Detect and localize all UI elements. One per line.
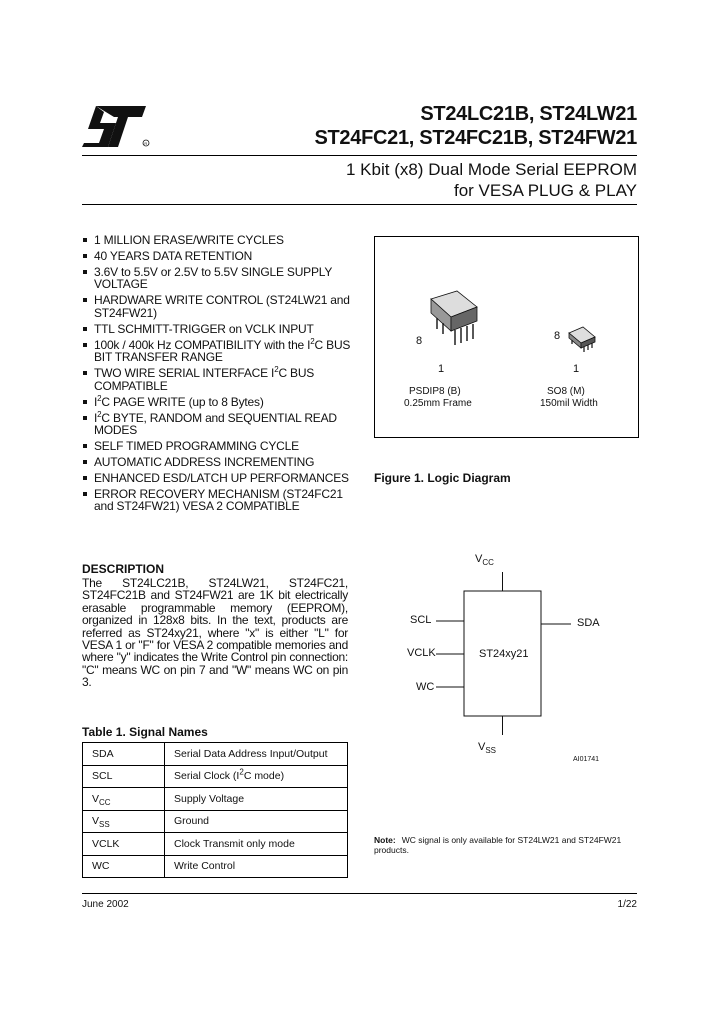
feature-item: 3.6V to 5.5V or 2.5V to 5.5V SINGLE SUPPLY VOLTAGE [82, 266, 354, 291]
figure-note: Note: WC signal is only available for ST24LW21 and ST24FW21 products. [374, 835, 622, 855]
figure1-caption: Figure 1. Logic Diagram [374, 471, 511, 485]
so8-pin-8-label: 8 [554, 330, 561, 342]
feature-item: 1 MILLION ERASE/WRITE CYCLES [82, 234, 354, 247]
chip-name: ST24xy21 [479, 648, 529, 660]
scl-pin-label: SCL [410, 614, 432, 626]
vcc-label: $V_{CC}$ [475, 553, 494, 568]
feature-item: 100k / 400k Hz COMPATIBILITY with the $I^2C$ BUS BIT TRANSFER RANGE [82, 339, 354, 364]
footer-rule [82, 893, 637, 894]
dip-pin-8-label: 8 [416, 335, 423, 347]
figure-ref: AI01741 [573, 756, 600, 763]
so8-width: 150mil Width [540, 398, 598, 409]
dip-package-name: PSDIP8 (B) [409, 386, 461, 397]
table-row: SDA Serial Data Address Input/Output [83, 743, 348, 766]
table-row: $V_{CC}$ Supply Voltage [83, 788, 348, 811]
description-heading: DESCRIPTION [82, 562, 165, 576]
st-logo [82, 103, 152, 151]
feature-item: AUTOMATIC ADDRESS INCREMENTING [82, 456, 354, 469]
subtitle-line-2: for VESA PLUG & PLAY [454, 181, 637, 200]
feature-item: TTL SCHMITT-TRIGGER on VCLK INPUT [82, 323, 354, 336]
vss-label: $V_{SS}$ [478, 741, 497, 756]
footer-date: June 2002 [82, 899, 129, 910]
title-line-1: ST24LC21B, ST24LW21 [420, 103, 637, 125]
sda-pin-label: SDA [577, 617, 600, 629]
table-row: $V_{SS}$ Ground [83, 810, 348, 833]
feature-item: SELF TIMED PROGRAMMING CYCLE [82, 440, 354, 453]
table-row: SCL Serial Clock ($I^2C$ mode) [83, 765, 348, 788]
dip-frame: 0.25mm Frame [404, 398, 472, 409]
feature-item: $I^2C$ BYTE, RANDOM and SEQUENTIAL READ MODES [82, 412, 354, 437]
feature-item: 40 YEARS DATA RETENTION [82, 250, 354, 263]
feature-item: TWO WIRE SERIAL INTERFACE $I^2C$ BUS COMPATIBLE [82, 367, 354, 392]
psdip8-package-drawing [415, 285, 485, 357]
svg-text:R: R [144, 140, 148, 146]
so8-package-name: SO8 (M) [547, 386, 585, 397]
logic-diagram [374, 490, 637, 780]
description-body: The ST24LC21B, ST24LW21, ST24FC21, ST24FC21B and ST24FW21 are 1K bit electrically erasable programmable memory (EEPROM), organized in 128x8 bits. In the text, products are referred as ST24xy21, where "x" is either "L" for VESA 1 or "F" for VESA 2 compatible memories and where "y" indicates the Write Control pin connection: "C" means WC on pin 7 and "W" means WC on pin 3. [82, 576, 348, 690]
dip-pin-1-label: 1 [438, 363, 445, 375]
logic-diagram-lines [374, 490, 637, 780]
signal-names-table [82, 742, 348, 878]
table1-caption: Table 1. Signal Names [82, 725, 208, 739]
so8-pin-1-label: 1 [573, 363, 580, 375]
table-row: WC Write Control [83, 855, 348, 878]
feature-item: ERROR RECOVERY MECHANISM (ST24FC21 and ST24FW21) VESA 2 COMPATIBLE [82, 488, 354, 513]
so8-package-drawing [563, 323, 603, 359]
feature-list [82, 234, 354, 516]
footer-page: 1/22 [617, 899, 637, 910]
feature-item: HARDWARE WRITE CONTROL (ST24LW21 and ST24FW21) [82, 294, 354, 319]
wc-pin-label: WC [416, 681, 435, 693]
vclk-pin-label: VCLK [407, 647, 436, 659]
subtitle-rule [82, 204, 637, 205]
feature-item: $I^2C$ PAGE WRITE (up to 8 Bytes) [82, 396, 354, 409]
package-box [374, 236, 639, 438]
table-row: VCLK Clock Transmit only mode [83, 833, 348, 856]
subtitle-line-1: 1 Kbit (x8) Dual Mode Serial EEPROM [346, 160, 637, 179]
title-line-2: ST24FC21, ST24FC21B, ST24FW21 [314, 127, 637, 149]
header-rule [82, 155, 637, 156]
feature-item: ENHANCED ESD/LATCH UP PERFORMANCES [82, 472, 354, 485]
